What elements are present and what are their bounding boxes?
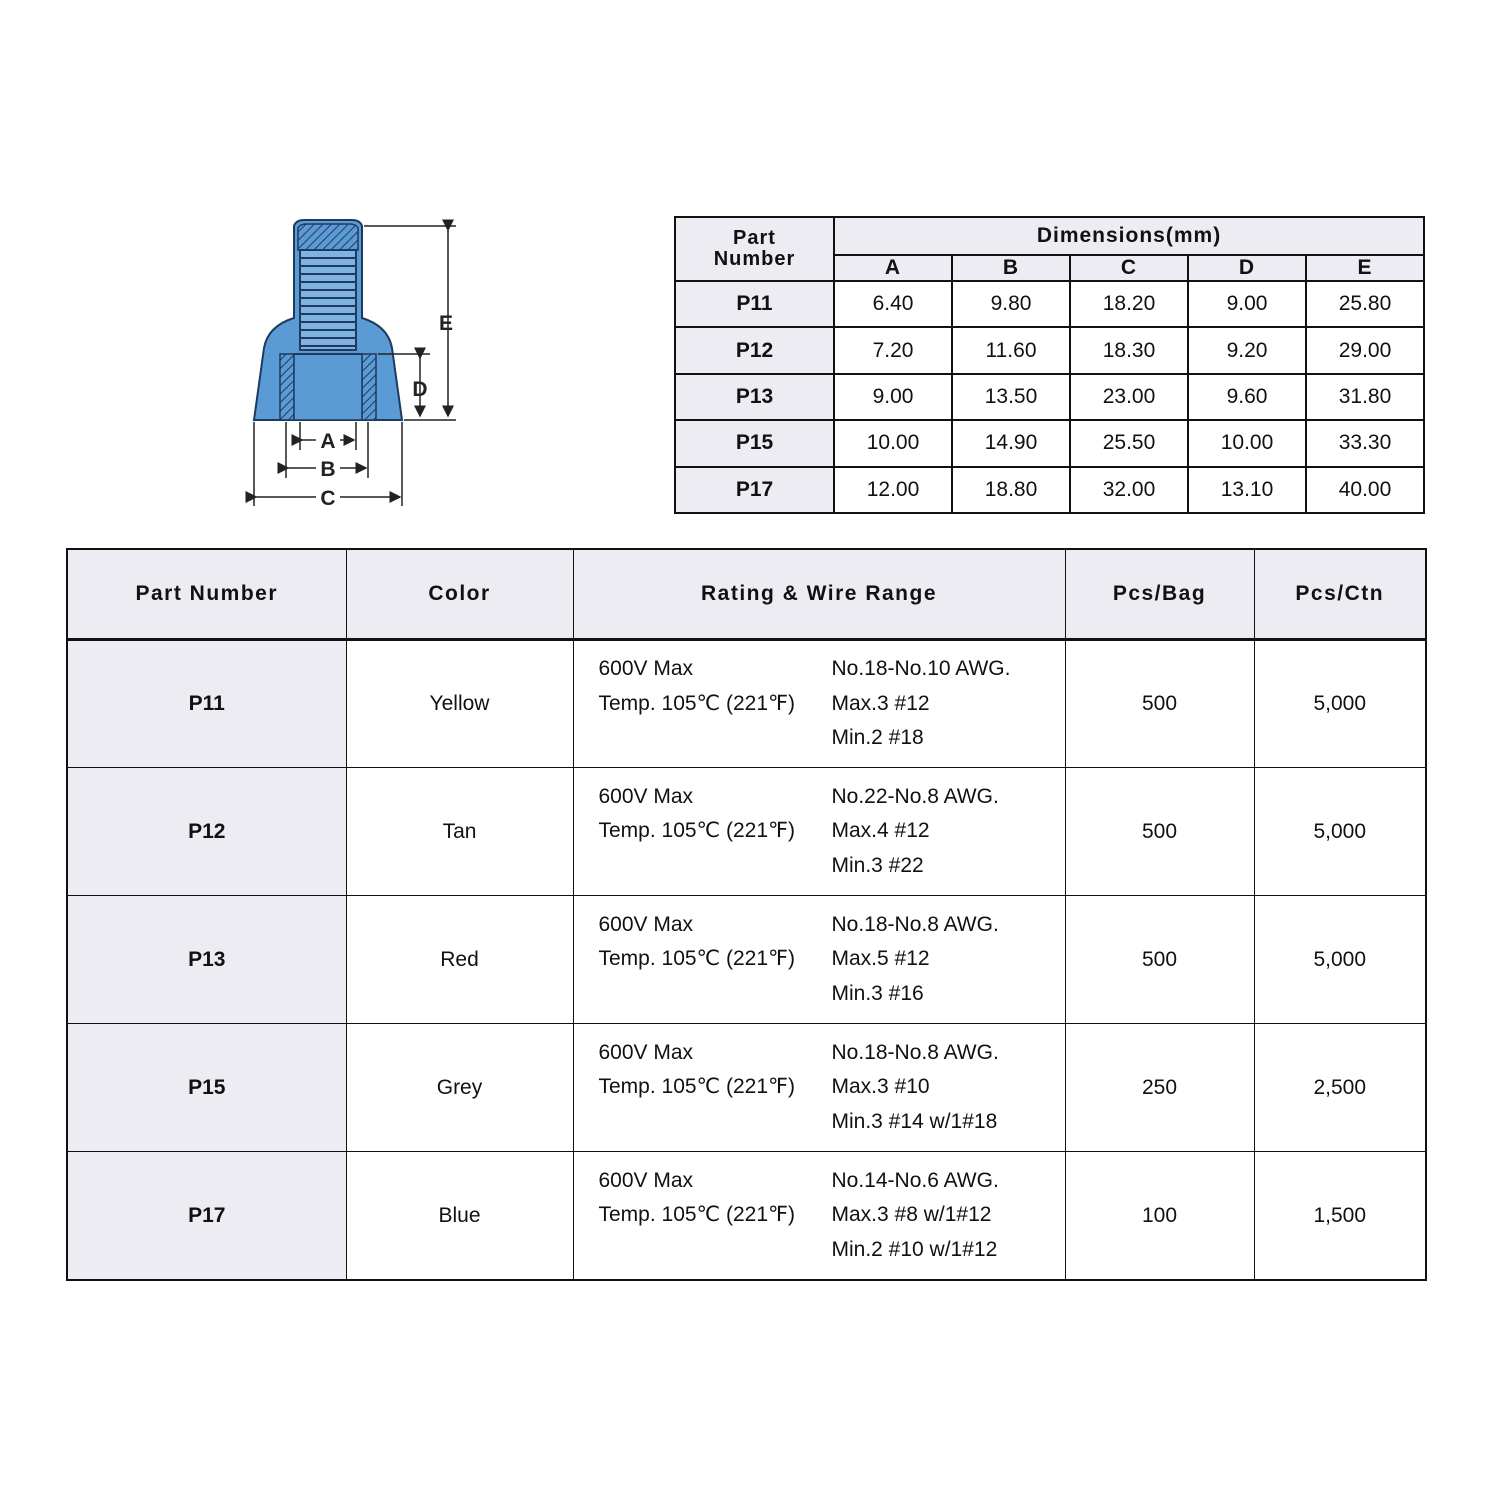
spec-pcs-bag: 250	[1065, 1024, 1254, 1152]
dim-value-c: 32.00	[1070, 467, 1188, 513]
rating-voltage: 600V Max	[598, 1168, 694, 1192]
dim-value-a: 10.00	[834, 420, 952, 466]
dim-part-number: P13	[675, 374, 834, 420]
specification-table	[66, 548, 1427, 1281]
spec-header-rating: Rating & Wire Range	[573, 549, 1065, 640]
spec-part-number: P17	[67, 1152, 346, 1280]
spec-row	[67, 1152, 1426, 1280]
spec-pcs-bag: 500	[1065, 768, 1254, 896]
wire-range-awg: No.22-No.8 AWG.	[831, 784, 999, 808]
spec-part-number: P15	[67, 1024, 346, 1152]
spec-row	[67, 768, 1426, 896]
dim-value-b: 18.80	[952, 467, 1070, 513]
dimension-c-label: C	[320, 487, 336, 510]
spec-row	[67, 1024, 1426, 1152]
rating-wire-range	[832, 652, 1011, 756]
wire-range-awg: No.14-No.6 AWG.	[831, 1168, 999, 1192]
wire-range-max: Max.5 #12	[831, 947, 930, 971]
dim-row	[675, 327, 1424, 373]
dim-value-b: 13.50	[952, 374, 1070, 420]
rating-temperature: Temp. 105℃ (221℉)	[598, 691, 795, 715]
wire-range-min: Min.3 #14 w/1#18	[831, 1109, 998, 1133]
connector-threads	[300, 250, 356, 350]
connector-wall-right	[362, 354, 376, 420]
dimension-b-label: B	[320, 458, 336, 481]
spec-pcs-ctn: 1,500	[1254, 1152, 1426, 1280]
rating-voltage: 600V Max	[598, 1040, 694, 1064]
spec-pcs-bag: 100	[1065, 1152, 1254, 1280]
rating-wire-range	[832, 908, 999, 1012]
connector-cavity	[294, 354, 362, 420]
spec-part-number: P13	[67, 896, 346, 1024]
spec-header-color: Color	[346, 549, 573, 640]
dim-value-a: 6.40	[834, 281, 952, 327]
dim-value-d: 10.00	[1188, 420, 1306, 466]
dim-value-e: 40.00	[1306, 467, 1424, 513]
wire-range-awg: No.18-No.10 AWG.	[831, 657, 1011, 681]
dimensions-group-header: Dimensions(mm)	[834, 217, 1424, 255]
spec-part-number: P12	[67, 768, 346, 896]
dimension-e-label: E	[438, 312, 454, 335]
connector-cap	[298, 224, 358, 250]
rating-electrical	[599, 908, 796, 977]
rating-temperature: Temp. 105℃ (221℉)	[598, 1203, 795, 1227]
dim-column-header-d: D	[1188, 255, 1306, 281]
spec-header-pcs-bag: Pcs/Bag	[1065, 549, 1254, 640]
dim-value-c: 25.50	[1070, 420, 1188, 466]
dim-value-d: 13.10	[1188, 467, 1306, 513]
rating-voltage: 600V Max	[598, 784, 694, 808]
rating-electrical	[599, 1164, 796, 1233]
rating-wrapper	[574, 652, 1065, 756]
spec-pcs-ctn: 5,000	[1254, 896, 1426, 1024]
spec-part-number: P11	[67, 640, 346, 768]
wire-range-max: Max.3 #10	[831, 1075, 930, 1099]
dim-column-header-b: B	[952, 255, 1070, 281]
rating-voltage: 600V Max	[598, 657, 694, 681]
connector-dimension-diagram	[228, 208, 468, 520]
spec-color: Grey	[346, 1024, 573, 1152]
dim-row	[675, 467, 1424, 513]
dim-column-header-a: A	[834, 255, 952, 281]
dim-part-number: P17	[675, 467, 834, 513]
rating-electrical	[599, 652, 796, 721]
dimensions-table	[674, 216, 1425, 514]
rating-temperature: Temp. 105℃ (221℉)	[598, 1075, 795, 1099]
rating-voltage: 600V Max	[598, 912, 694, 936]
dim-part-number-header	[675, 217, 834, 281]
dim-value-e: 29.00	[1306, 327, 1424, 373]
dim-value-e: 33.30	[1306, 420, 1424, 466]
spec-row	[67, 640, 1426, 768]
dim-part-number-header-line1: Part	[733, 227, 776, 249]
spec-rating	[573, 640, 1065, 768]
rating-electrical	[599, 780, 796, 849]
wire-range-min: Min.3 #16	[831, 981, 924, 1005]
rating-wrapper	[574, 1036, 1065, 1140]
wire-range-min: Min.2 #18	[831, 726, 924, 750]
rating-wire-range	[832, 1164, 999, 1268]
spec-rating	[573, 1152, 1065, 1280]
dim-value-d: 9.60	[1188, 374, 1306, 420]
spec-row	[67, 896, 1426, 1024]
wire-range-min: Min.2 #10 w/1#12	[831, 1237, 998, 1261]
spec-rating	[573, 768, 1065, 896]
dim-part-number: P11	[675, 281, 834, 327]
wire-range-min: Min.3 #22	[831, 853, 924, 877]
dim-row	[675, 374, 1424, 420]
spec-color: Tan	[346, 768, 573, 896]
spec-color: Red	[346, 896, 573, 1024]
dim-column-header-e: E	[1306, 255, 1424, 281]
rating-wrapper	[574, 908, 1065, 1012]
rating-wire-range	[832, 1036, 999, 1140]
dim-part-number-header-line2: Number	[713, 248, 796, 270]
dim-value-c: 18.20	[1070, 281, 1188, 327]
dim-value-a: 12.00	[834, 467, 952, 513]
wire-range-max: Max.3 #8 w/1#12	[831, 1203, 992, 1227]
dim-column-header-c: C	[1070, 255, 1188, 281]
dim-value-d: 9.00	[1188, 281, 1306, 327]
wire-range-max: Max.3 #12	[831, 691, 930, 715]
rating-wire-range	[832, 780, 999, 884]
dim-row	[675, 281, 1424, 327]
rating-temperature: Temp. 105℃ (221℉)	[598, 947, 795, 971]
wire-range-max: Max.4 #12	[831, 819, 930, 843]
dim-value-c: 23.00	[1070, 374, 1188, 420]
spec-header-part-number: Part Number	[67, 549, 346, 640]
connector-drawing	[228, 208, 468, 520]
rating-wrapper	[574, 780, 1065, 884]
dim-value-d: 9.20	[1188, 327, 1306, 373]
spec-pcs-ctn: 2,500	[1254, 1024, 1426, 1152]
spec-color: Blue	[346, 1152, 573, 1280]
dim-value-b: 9.80	[952, 281, 1070, 327]
spec-pcs-ctn: 5,000	[1254, 768, 1426, 896]
dim-value-a: 9.00	[834, 374, 952, 420]
spec-header-pcs-ctn: Pcs/Ctn	[1254, 549, 1426, 640]
rating-electrical	[599, 1036, 796, 1105]
dim-value-a: 7.20	[834, 327, 952, 373]
dimension-d-label: D	[412, 378, 428, 401]
rating-wrapper	[574, 1164, 1065, 1268]
connector-wall-left	[280, 354, 294, 420]
dim-part-number: P15	[675, 420, 834, 466]
spec-pcs-bag: 500	[1065, 896, 1254, 1024]
dimension-a-label: A	[320, 430, 336, 453]
dim-value-e: 25.80	[1306, 281, 1424, 327]
dim-value-c: 18.30	[1070, 327, 1188, 373]
dim-row	[675, 420, 1424, 466]
dim-value-b: 14.90	[952, 420, 1070, 466]
dim-value-e: 31.80	[1306, 374, 1424, 420]
wire-range-awg: No.18-No.8 AWG.	[831, 912, 999, 936]
dim-part-number: P12	[675, 327, 834, 373]
spec-rating	[573, 896, 1065, 1024]
dim-value-b: 11.60	[952, 327, 1070, 373]
spec-rating	[573, 1024, 1065, 1152]
wire-range-awg: No.18-No.8 AWG.	[831, 1040, 999, 1064]
rating-temperature: Temp. 105℃ (221℉)	[598, 819, 795, 843]
spec-pcs-ctn: 5,000	[1254, 640, 1426, 768]
spec-pcs-bag: 500	[1065, 640, 1254, 768]
spec-color: Yellow	[346, 640, 573, 768]
